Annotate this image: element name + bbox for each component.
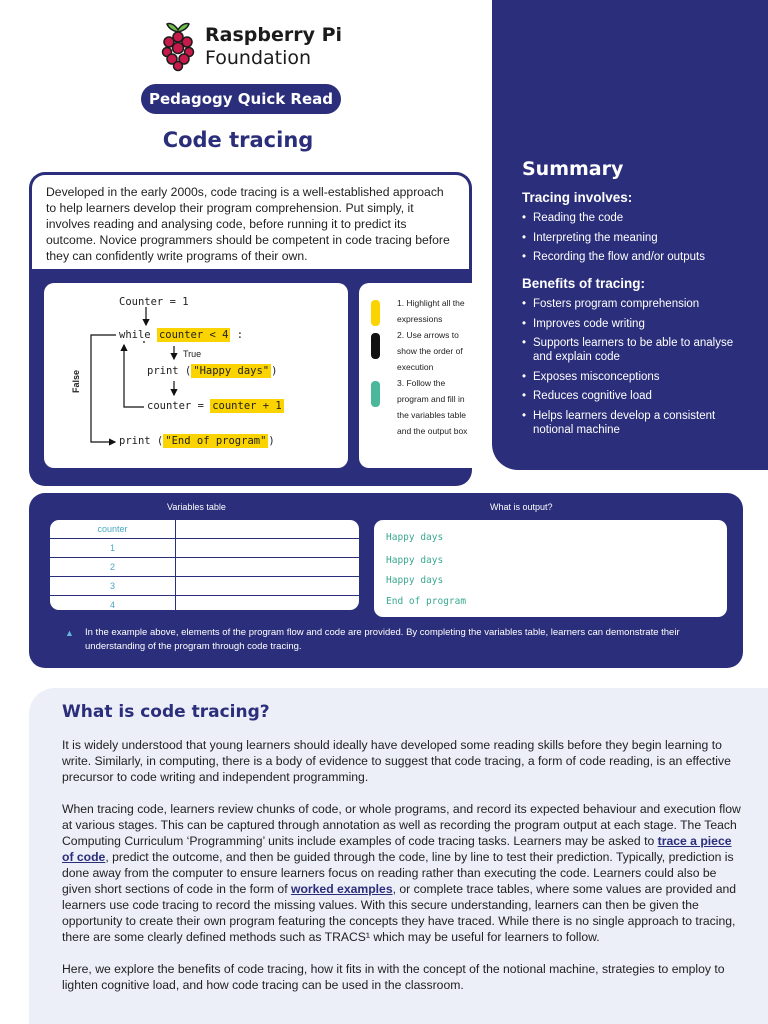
output-title: What is output?: [490, 502, 553, 512]
paragraph-1: It is widely understood that young learners should ideally have developed some reading skills before they begin learning to write. Similarly, in computing, there is a body of evidence to suggest that code tracing, a form of code reading, is an effective precursor to code writing and independent programming.: [62, 738, 731, 784]
output-line: Happy days: [386, 575, 444, 586]
benefits-title: Benefits of tracing:: [522, 276, 646, 291]
highlighted-expression: "Happy days": [193, 365, 270, 377]
table-cell: 3: [50, 577, 176, 596]
raspberry-pi-logo: [157, 20, 357, 72]
table-row: [50, 577, 359, 596]
table-header: counter: [50, 520, 176, 539]
false-label: False: [71, 369, 81, 393]
worked-examples-link[interactable]: worked examples: [290, 882, 393, 896]
list-item: • Supports learners to be able to analyse and explain code: [522, 336, 748, 364]
highlighted-expression: "End of program": [165, 435, 267, 447]
list-item: • Helps learners develop a consistent notional machine: [522, 409, 748, 437]
table-cell: 2: [50, 558, 176, 577]
highlighted-expression: counter + 1: [212, 400, 282, 412]
variables-table: [50, 520, 359, 610]
involves-list: [522, 211, 748, 264]
list-item: • Interpreting the meaning: [522, 231, 748, 245]
output-line: Happy days: [386, 532, 444, 543]
highlighted-expression: counter < 4: [158, 329, 229, 341]
code-line-assign: [147, 400, 284, 412]
logo-line1: Raspberry Pi: [205, 24, 343, 46]
logo-line2: Foundation: [205, 47, 312, 69]
black-marker-icon: [371, 333, 380, 359]
intro-text: Developed in the early 2000s, code tracing is a well-established approach to help learners develop their program comprehension. Put simply, it involves reading and analysing code, before running it to predict its outcome. Novice programmers should be competent in code tracing before they can confidently write programs of their own.: [32, 175, 469, 269]
code-text: print (: [119, 435, 164, 447]
triangle-up-icon: ▲: [65, 628, 74, 638]
paragraph-2: [62, 801, 743, 945]
table-row: [50, 596, 359, 610]
paragraph-3: Here, we explore the benefits of code tracing, how it fits in with the concept of the notional machine, strategies to employ to lighten cognitive load, and how code tracing can be used in the classroom.: [62, 962, 725, 992]
list-item: • Reduces cognitive load: [522, 389, 748, 403]
code-example: [44, 283, 348, 468]
code-text: print (: [147, 365, 192, 377]
section-title: What is code tracing?: [62, 702, 270, 722]
code-line-print1: [147, 365, 277, 377]
step-2: 2. Use arrows to show the order of execution: [397, 330, 463, 372]
table-cell: 4: [50, 596, 176, 610]
keyword: while: [119, 329, 157, 341]
list-item: • Fosters program comprehension: [522, 297, 748, 311]
figure-caption: In the example above, elements of the program flow and code are provided. By completing the variables table, learners can demonstrate their understanding of the program through code tracing.: [85, 627, 680, 652]
paragraph-text: , predict the outcome, and then be guided through the code, line by line to test their prediction. Typically, prediction is done away from the computer to ensure learners focus on reading rather than executing the code. Learners could also be given short sections of code in the form of: [62, 850, 734, 896]
trace-a-piece-of-code-link[interactable]: trace a piece of code: [62, 834, 732, 864]
code-line-print2: [119, 435, 275, 447]
step-3: 3. Follow the program and fill in the variables table and the output box: [397, 378, 468, 436]
output-line: Happy days: [386, 555, 444, 566]
list-item: • Improves code writing: [522, 317, 748, 331]
page-title: Code tracing: [162, 128, 314, 152]
code-line-while: [119, 329, 243, 341]
summary-panel: [492, 0, 768, 470]
trace-card: [29, 493, 743, 668]
table-header-row: [50, 520, 359, 539]
code-line-1: Counter = 1: [119, 296, 189, 308]
logo-text: [205, 24, 342, 70]
paragraph-text: When tracing code, learners review chunks of code, or whole programs, and record its expected behaviour and execution flow at various stages. This can be captured through annotation as well as recording the program output at each stage. The Teach Computing Curriculum ‘Programming’ units include examples of code tracing tasks. Learners may be asked to: [62, 802, 741, 848]
code-text: ): [268, 435, 275, 447]
list-item: • Reading the code: [522, 211, 748, 225]
true-label: True: [183, 349, 202, 359]
benefits-list: [522, 297, 748, 437]
false-branch-arrow: [91, 335, 116, 442]
variables-title: Variables table: [167, 502, 226, 512]
code-text: ): [271, 365, 278, 377]
output-line: End of program: [386, 596, 467, 607]
involves-title: Tracing involves:: [522, 190, 633, 205]
table-row: [50, 558, 359, 577]
yellow-marker-icon: [371, 300, 380, 326]
step-1: 1. Highlight all the expressions: [397, 298, 465, 324]
intro-card: [29, 172, 472, 486]
output-box: [374, 520, 727, 617]
list-item: • Exposes misconceptions: [522, 370, 748, 384]
steps-box: [359, 283, 483, 468]
code-text: counter =: [147, 400, 211, 412]
summary-title: Summary: [522, 158, 624, 180]
what-is-code-tracing-section: [29, 688, 768, 1024]
paragraph-text: , or complete trace tables, where some values are provided and learners use code tracing to record the missing values. With this secure understanding, learners can then be given the opportunity to create their own program featuring the concepts they have traced. While there is no single approach to tracing, there are some clearly defined methods such as TRACS¹ which may be useful for learners to follow.: [62, 882, 737, 944]
raspberry-icon: [157, 20, 199, 72]
green-marker-icon: [371, 381, 380, 407]
table-row: [50, 539, 359, 558]
table-cell: 1: [50, 539, 176, 558]
code-text: :: [230, 329, 244, 341]
list-item: • Recording the flow and/or outputs: [522, 250, 748, 264]
loop-back-arrow: [124, 345, 144, 407]
pedagogy-badge: Pedagogy Quick Read: [141, 84, 341, 114]
